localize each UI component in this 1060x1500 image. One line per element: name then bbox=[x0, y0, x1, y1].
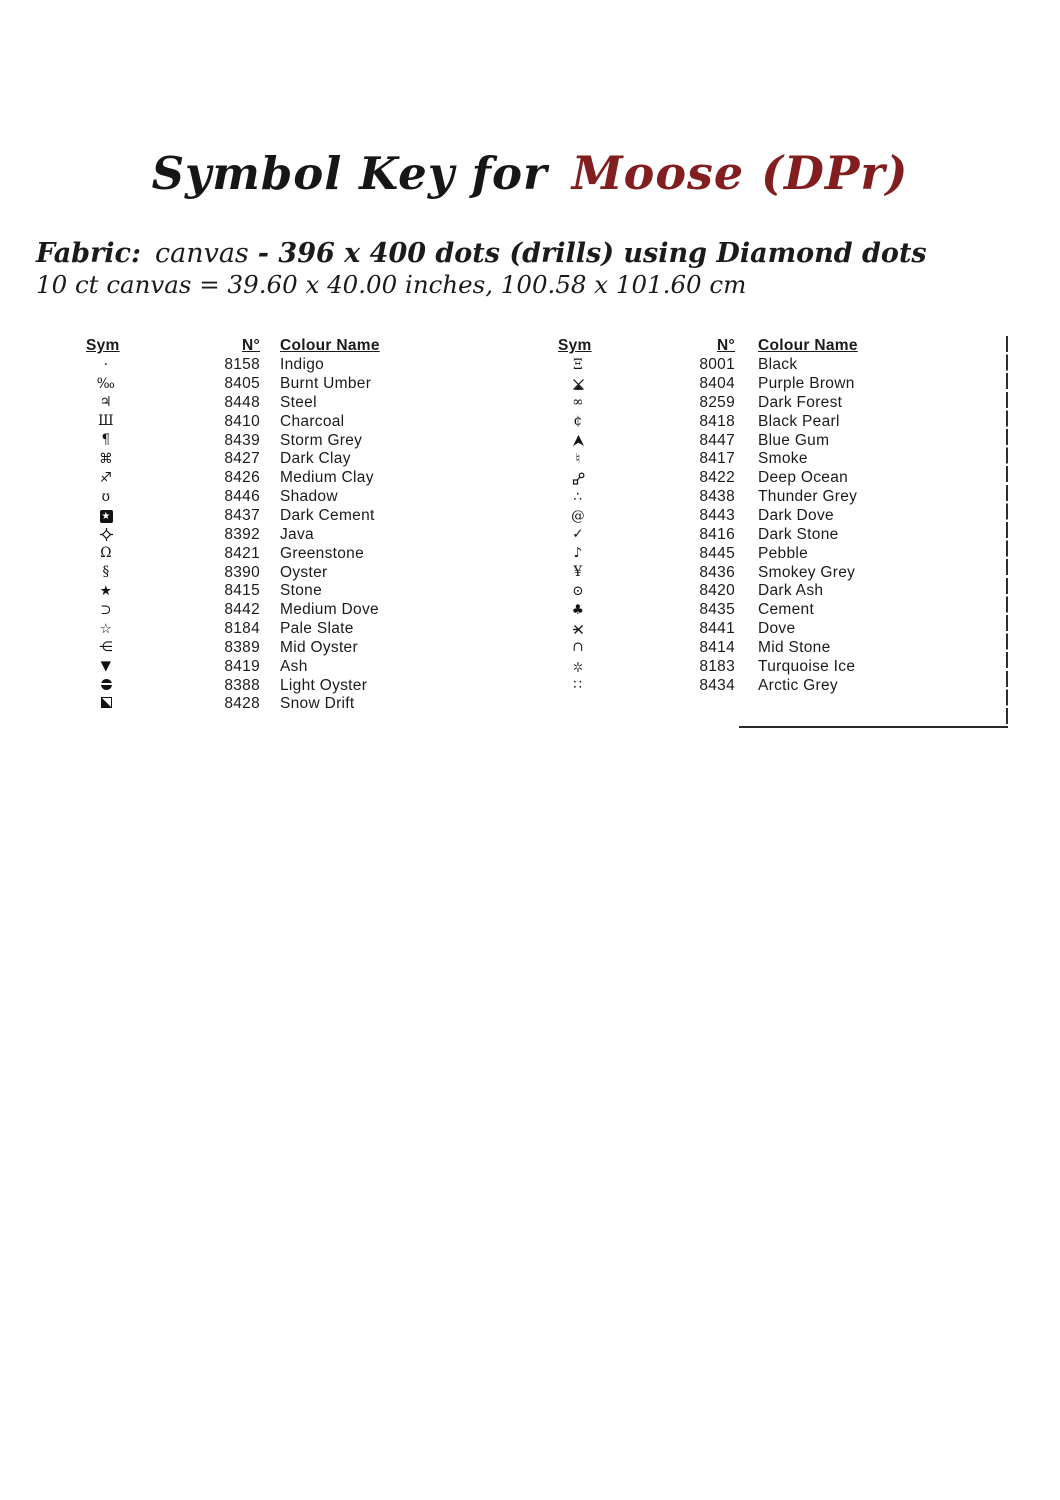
colour-name: Steel bbox=[280, 393, 317, 411]
symbol-glyph: ♐ bbox=[99, 469, 113, 486]
key-row bbox=[558, 469, 955, 488]
key-row bbox=[558, 375, 955, 394]
colour-name: Light Oyster bbox=[280, 676, 368, 694]
colour-number: 8417 bbox=[699, 450, 735, 468]
colour-number: 8436 bbox=[699, 563, 735, 581]
colour-number: 8434 bbox=[699, 676, 735, 694]
symbol-glyph: Ш bbox=[98, 413, 114, 430]
colour-name: Indigo bbox=[280, 356, 325, 374]
symbol-glyph: ‰ bbox=[96, 375, 116, 392]
colour-name: Cement bbox=[758, 601, 815, 619]
colour-number: 8389 bbox=[224, 638, 260, 656]
header-name: Colour Name bbox=[758, 337, 858, 355]
key-row bbox=[86, 601, 480, 620]
colour-name: Dark Stone bbox=[758, 525, 839, 543]
colour-number: 8421 bbox=[224, 544, 260, 562]
dart-up-icon bbox=[558, 434, 598, 447]
colour-number: 8428 bbox=[224, 695, 260, 713]
symbol-glyph: ♃ bbox=[99, 394, 113, 411]
colour-number: 8420 bbox=[699, 582, 735, 600]
fabric-info bbox=[36, 237, 927, 300]
snowflake-icon bbox=[558, 660, 598, 673]
symbol-glyph: @ bbox=[571, 507, 585, 524]
colour-number: 8447 bbox=[699, 431, 735, 449]
key-row bbox=[86, 657, 480, 676]
key-row bbox=[86, 582, 480, 601]
colour-name: Oyster bbox=[280, 563, 328, 581]
key-row bbox=[86, 450, 480, 469]
colour-number: 8405 bbox=[224, 375, 260, 393]
colour-name: Snow Drift bbox=[280, 695, 355, 713]
header-number: N° bbox=[717, 337, 735, 355]
colour-number: 8445 bbox=[699, 544, 735, 562]
colour-number: 8418 bbox=[699, 412, 735, 430]
colour-number: 8415 bbox=[224, 582, 260, 600]
key-row bbox=[558, 657, 955, 676]
key-row bbox=[86, 412, 480, 431]
colour-name: Arctic Grey bbox=[758, 676, 838, 694]
square-diagonal-half-black-icon bbox=[86, 697, 126, 711]
colour-name: Thunder Grey bbox=[758, 488, 858, 506]
key-row bbox=[86, 695, 480, 714]
colour-name: Smokey Grey bbox=[758, 563, 856, 581]
colour-name: Mid Oyster bbox=[280, 638, 358, 656]
colour-name: Turquoise Ice bbox=[758, 657, 856, 675]
colour-number: 8183 bbox=[699, 657, 735, 675]
header-sym: Sym bbox=[86, 337, 120, 355]
asterisk-x-icon bbox=[558, 623, 598, 636]
colour-name: Dove bbox=[758, 620, 796, 638]
key-row bbox=[558, 488, 955, 507]
header-name: Colour Name bbox=[280, 337, 380, 355]
colour-number: 8426 bbox=[224, 469, 260, 487]
symbol-glyph: ʊ bbox=[101, 488, 111, 505]
key-row bbox=[86, 639, 480, 658]
colour-name: Medium Dove bbox=[280, 601, 379, 619]
key-row bbox=[86, 375, 480, 394]
symbol-glyph: ♮ bbox=[575, 450, 581, 467]
fabric-material: canvas bbox=[154, 238, 249, 269]
symbol-glyph: ⊙ bbox=[572, 582, 584, 599]
colour-name: Java bbox=[280, 525, 314, 543]
symbol-glyph: ⊃ bbox=[100, 601, 112, 618]
fabric-label: Fabric: bbox=[36, 238, 141, 269]
title-name: Moose (DPr) bbox=[571, 146, 909, 200]
colour-number: 8001 bbox=[699, 356, 735, 374]
colour-name: Dark Cement bbox=[280, 507, 375, 525]
colour-number: 8439 bbox=[224, 431, 260, 449]
symbol-glyph: ¶ bbox=[101, 432, 111, 449]
key-rows-left bbox=[86, 356, 480, 714]
colour-number: 8446 bbox=[224, 488, 260, 506]
symbol-key-table-right bbox=[558, 337, 955, 695]
key-row bbox=[558, 356, 955, 375]
key-table-header bbox=[86, 337, 480, 356]
symbol-glyph: ∩ bbox=[572, 639, 584, 656]
colour-number: 8422 bbox=[699, 469, 735, 487]
colour-name: Charcoal bbox=[280, 412, 345, 430]
symbol-glyph: ⋲ bbox=[99, 639, 113, 656]
colour-number: 8404 bbox=[699, 375, 735, 393]
symbol-key-table-left bbox=[86, 337, 480, 714]
fabric-detail: - 396 x 400 dots (drills) using Diamond dots bbox=[257, 238, 927, 269]
symbol-glyph: · bbox=[103, 356, 109, 373]
symbol-glyph: ✓ bbox=[572, 526, 584, 543]
header-number: N° bbox=[242, 337, 260, 355]
colour-number: 8438 bbox=[699, 488, 735, 506]
key-row bbox=[558, 525, 955, 544]
colour-name: Black bbox=[758, 356, 798, 374]
symbol-glyph: ¢ bbox=[573, 413, 583, 430]
colour-name: Blue Gum bbox=[758, 431, 830, 449]
key-row bbox=[86, 488, 480, 507]
table-border-horizontal-line bbox=[739, 726, 1008, 728]
colour-name: Pebble bbox=[758, 544, 809, 562]
colour-name: Dark Dove bbox=[758, 507, 834, 525]
colour-name: Dark Ash bbox=[758, 582, 824, 600]
colour-number: 8443 bbox=[699, 507, 735, 525]
colour-name: Black Pearl bbox=[758, 412, 840, 430]
colour-name: Ash bbox=[280, 657, 308, 675]
colour-number: 8184 bbox=[224, 620, 260, 638]
colour-name: Purple Brown bbox=[758, 375, 855, 393]
colour-name: Greenstone bbox=[280, 544, 364, 562]
colour-name: Shadow bbox=[280, 488, 338, 506]
key-row bbox=[86, 431, 480, 450]
colour-number: 8448 bbox=[224, 393, 260, 411]
colour-number: 8414 bbox=[699, 638, 735, 656]
fabric-line1 bbox=[36, 237, 927, 270]
key-row bbox=[558, 431, 955, 450]
colour-number: 8388 bbox=[224, 676, 260, 694]
key-row bbox=[558, 639, 955, 658]
diamond-crosshair-icon bbox=[86, 528, 126, 541]
colour-name: Burnt Umber bbox=[280, 375, 372, 393]
symbol-glyph: ∞ bbox=[572, 394, 584, 411]
fabric-size-line: 10 ct canvas = 39.60 x 40.00 inches, 100.58 x 101.60 cm bbox=[36, 270, 747, 299]
key-row bbox=[86, 507, 480, 526]
colour-number: 8390 bbox=[224, 563, 260, 581]
header-sym: Sym bbox=[558, 337, 592, 355]
key-row bbox=[86, 676, 480, 695]
colour-name: Stone bbox=[280, 582, 323, 600]
x-bottom-filled-icon bbox=[558, 378, 598, 391]
key-row bbox=[558, 601, 955, 620]
colour-number: 8158 bbox=[224, 356, 260, 374]
colour-number: 8259 bbox=[699, 393, 735, 411]
colour-name: Pale Slate bbox=[280, 620, 354, 638]
key-row bbox=[558, 507, 955, 526]
colour-number: 8435 bbox=[699, 601, 735, 619]
symbol-glyph: ▼ bbox=[100, 658, 112, 675]
colour-number: 8392 bbox=[224, 525, 260, 543]
symbol-glyph: ∷ bbox=[573, 677, 583, 694]
key-row bbox=[558, 394, 955, 413]
key-row bbox=[558, 620, 955, 639]
key-row bbox=[86, 544, 480, 563]
symbol-glyph: ¥ bbox=[573, 564, 583, 581]
colour-number: 8416 bbox=[699, 525, 735, 543]
colour-name: Mid Stone bbox=[758, 638, 831, 656]
colour-name: Smoke bbox=[758, 450, 808, 468]
square-line-circle-icon bbox=[558, 472, 598, 485]
colour-number: 8441 bbox=[699, 620, 735, 638]
key-row bbox=[558, 676, 955, 695]
key-table-header bbox=[558, 337, 955, 356]
key-row bbox=[558, 563, 955, 582]
key-row bbox=[86, 469, 480, 488]
key-row bbox=[86, 525, 480, 544]
key-row bbox=[558, 450, 955, 469]
symbol-glyph: ⌘ bbox=[99, 450, 113, 467]
symbol-glyph: ∴ bbox=[573, 488, 583, 505]
symbol-glyph: § bbox=[102, 564, 110, 581]
symbol-glyph: ★ bbox=[99, 582, 113, 599]
key-row bbox=[558, 544, 955, 563]
colour-number: 8442 bbox=[224, 601, 260, 619]
table-border-vertical-line bbox=[1006, 336, 1008, 728]
colour-number: 8437 bbox=[224, 507, 260, 525]
key-row bbox=[86, 620, 480, 639]
symbol-glyph: Ω bbox=[100, 545, 112, 562]
key-row bbox=[86, 563, 480, 582]
page-title bbox=[0, 146, 1060, 200]
symbol-glyph: ♪ bbox=[573, 545, 583, 562]
colour-name: Medium Clay bbox=[280, 469, 374, 487]
key-rows-right bbox=[558, 356, 955, 695]
star-in-black-square-icon: ★ bbox=[101, 511, 111, 523]
key-row bbox=[558, 582, 955, 601]
key-row bbox=[86, 394, 480, 413]
title-prefix: Symbol Key for bbox=[151, 147, 548, 200]
colour-number: 8410 bbox=[224, 412, 260, 430]
colour-name: Deep Ocean bbox=[758, 469, 849, 487]
key-row bbox=[86, 356, 480, 375]
key-row bbox=[558, 412, 955, 431]
colour-name: Dark Clay bbox=[280, 450, 351, 468]
colour-number: 8419 bbox=[224, 657, 260, 675]
colour-number: 8427 bbox=[224, 450, 260, 468]
colour-name: Dark Forest bbox=[758, 393, 843, 411]
symbol-glyph: Ξ bbox=[573, 356, 583, 373]
symbol-glyph: ♣ bbox=[571, 601, 585, 618]
symbol-glyph: ☆ bbox=[99, 620, 113, 637]
black-circle-white-stripe-icon bbox=[86, 679, 126, 693]
colour-name: Storm Grey bbox=[280, 431, 363, 449]
